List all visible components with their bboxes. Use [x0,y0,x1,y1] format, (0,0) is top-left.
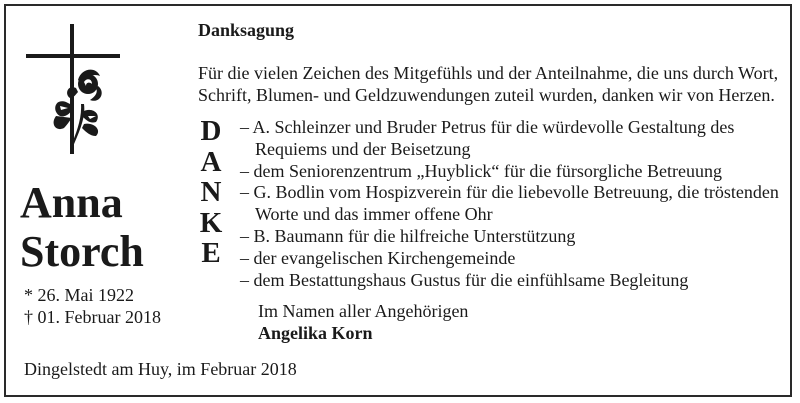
thanks-item: – dem Bestattungshaus Gustus für die einfühlsame Begleitung [240,269,689,290]
danke-letter: A [200,145,222,178]
danke-letter: K [199,206,223,239]
signer-name: Angelika Korn [258,323,373,343]
closing-line: Im Namen aller Angehörigen [258,301,469,321]
danke-letter: E [201,237,221,269]
thanks-item: – B. Baumann für die hilfreiche Unterstützung [240,225,576,246]
place-and-date: Dingelstedt am Huy, im Februar 2018 [24,359,297,379]
signature-block [258,300,468,344]
thanks-item: – dem Seniorenzentrum „Huyblick“ für die fürsorgliche Betreuung [240,160,723,181]
cross-with-rose-icon [26,24,126,154]
notice-title: Danksagung [198,20,295,40]
thanks-list [240,117,780,291]
danke-letter: N [200,176,222,208]
danke-letter: D [200,115,222,147]
first-name: Anna [20,178,123,227]
danke-letters [198,116,224,269]
life-dates [24,284,161,328]
thanks-item: – der evangelischen Kirchengemeinde [240,247,516,268]
birth-date: * 26. Mai 1922 [24,285,134,305]
last-name: Storch [20,227,144,276]
thanks-item: – G. Bodlin vom Hospizverein für die liebevolle Betreuung, die tröstenden Worte und das immer offene Ohr [240,182,779,225]
death-date: † 01. Februar 2018 [24,307,161,327]
thanks-item: – A. Schleinzer und Bruder Petrus für die würdevolle Gestaltung des Requiems und der Beisetzung [240,117,735,159]
intro-text: Für die vielen Zeichen des Mitgefühls und der Anteilnahme, die uns durch Wort, Schrift, Blumen- und Geldzuwendungen zuteil wurden, danken wir von Herzen. [198,63,779,105]
deceased-name [20,178,144,276]
